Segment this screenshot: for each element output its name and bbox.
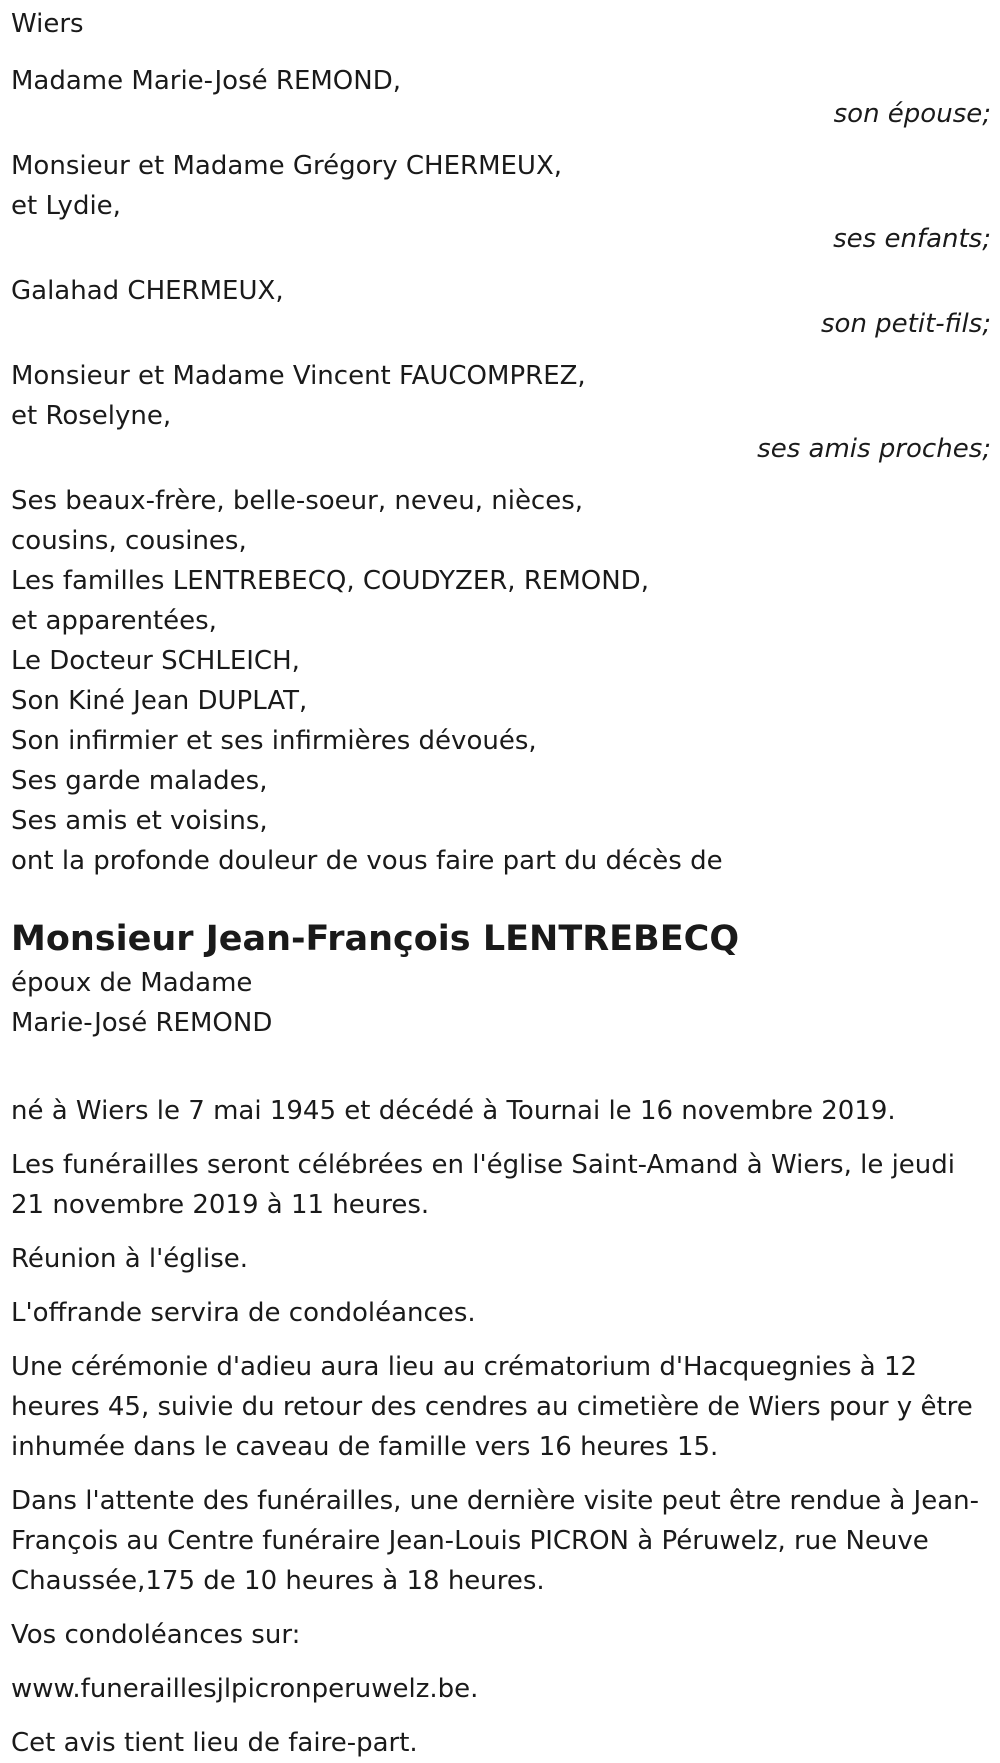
mourner-line: cousins, cousines,: [11, 526, 247, 556]
mourner-line: Les familles LENTREBECQ, COUDYZER, REMOND,: [11, 566, 649, 596]
family-role: ses amis proches;: [757, 434, 991, 464]
family-role: ses enfants;: [833, 224, 991, 254]
family-group-children: [11, 146, 990, 254]
family-role: son petit-fils;: [820, 309, 991, 339]
website-paragraph: www.funeraillesjlpicronperuwelz.be.: [11, 1674, 479, 1704]
mourner-line: Le Docteur SCHLEICH,: [11, 646, 300, 676]
funeral-paragraph: Les funérailles seront célébrées en l'église Saint-Amand à Wiers, le jeudi 21 novembre 2019 à 11 heures.: [11, 1150, 956, 1220]
spouse-line: époux de Madame: [11, 968, 253, 998]
closing-paragraph: Cet avis tient lieu de faire-part.: [11, 1728, 418, 1758]
deceased-name: Monsieur Jean-François LENTREBECQ: [11, 919, 740, 959]
mourner-line: ont la profonde douleur de vous faire part du décès de: [11, 846, 723, 876]
family-group-spouse: [11, 61, 990, 129]
family-line: Madame Marie-José REMOND,: [11, 66, 401, 96]
family-line: Galahad CHERMEUX,: [11, 276, 284, 306]
mourner-line: Ses beaux-frère, belle-soeur, neveu, nièces,: [11, 486, 584, 516]
family-line: Monsieur et Madame Vincent FAUCOMPREZ,: [11, 361, 586, 391]
family-line: et Roselyne,: [11, 401, 172, 431]
condolences-paragraph: Vos condoléances sur:: [11, 1620, 301, 1650]
offering-paragraph: L'offrande servira de condoléances.: [11, 1298, 476, 1328]
mourner-line: et apparentées,: [11, 606, 217, 636]
other-mourners: [11, 481, 990, 881]
place-name: Wiers: [11, 9, 84, 39]
mourner-line: Ses garde malades,: [11, 766, 268, 796]
meeting-paragraph: Réunion à l'église.: [11, 1244, 249, 1274]
family-line: Monsieur et Madame Grégory CHERMEUX,: [11, 151, 563, 181]
birth-death-paragraph: né à Wiers le 7 mai 1945 et décédé à Tournai le 16 novembre 2019.: [11, 1096, 896, 1126]
mourner-line: Ses amis et voisins,: [11, 806, 268, 836]
mourner-line: Son Kiné Jean DUPLAT,: [11, 686, 308, 716]
family-group-grandson: [11, 271, 990, 339]
family-role: son épouse;: [833, 99, 991, 129]
family-group-friends: [11, 356, 990, 464]
visit-paragraph: Dans l'attente des funérailles, une dernière visite peut être rendue à Jean-François au Centre funéraire Jean-Louis PICRON à Péruwelz, rue Neuve Chaussée,175 de 10 heures à 18 heures.: [11, 1486, 980, 1596]
mourner-line: Son infirmier et ses infirmières dévoués,: [11, 726, 537, 756]
spouse-line: Marie-José REMOND: [11, 1008, 273, 1038]
ceremony-paragraph: Une cérémonie d'adieu aura lieu au crématorium d'Hacquegnies à 12 heures 45, suivie du retour des cendres au cimetière de Wiers pour y être inhumée dans le caveau de famille vers 16 heures 15.: [11, 1352, 973, 1462]
family-line: et Lydie,: [11, 191, 121, 221]
